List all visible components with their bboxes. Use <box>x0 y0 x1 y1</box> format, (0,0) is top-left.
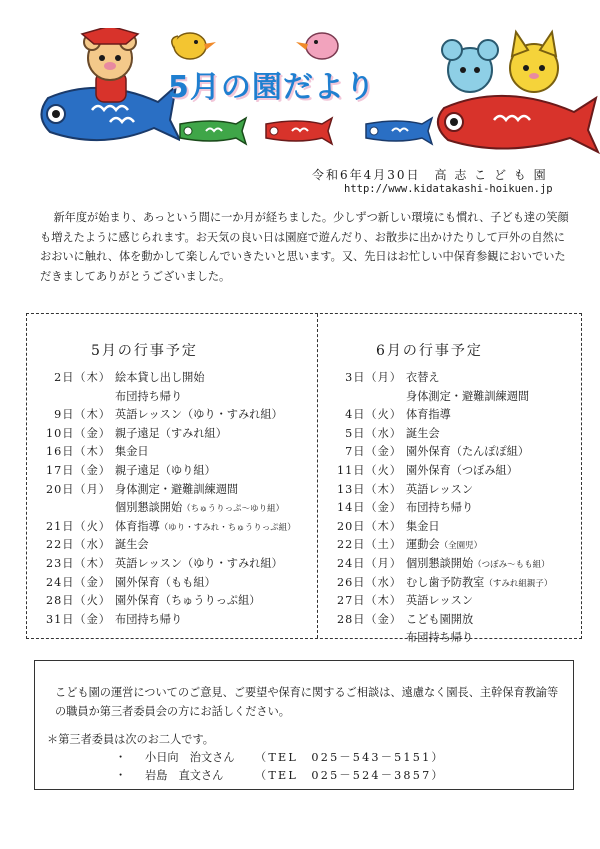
event-date: 11日（火） <box>337 463 402 477</box>
event-date: 9日（木） <box>54 408 111 422</box>
column-divider <box>317 314 318 638</box>
event-title: 英語レッスン（ゆり・すみれ組） <box>115 408 283 422</box>
event-title: 布団持ち帰り <box>406 501 474 515</box>
june-heading: 6月の行事予定 <box>376 343 483 359</box>
event-date <box>332 388 406 407</box>
event-text <box>406 369 597 388</box>
newsletter-title: 5月の園だより <box>168 70 376 105</box>
event-text <box>406 406 597 425</box>
event-text <box>406 462 597 481</box>
event-title: 園外保育（もも組） <box>115 575 216 589</box>
event-row <box>332 611 597 630</box>
bird-icon <box>168 28 218 62</box>
event-row <box>41 574 306 593</box>
event-text <box>406 629 597 648</box>
event-title: 布団持ち帰り <box>406 631 474 645</box>
event-date: 4日（火） <box>345 408 402 422</box>
event-row <box>41 443 306 462</box>
event-date: 28日（金） <box>337 612 402 626</box>
june-event-list <box>332 369 597 648</box>
event-date: 23日（木） <box>46 556 111 570</box>
event-text <box>115 518 306 537</box>
event-row <box>332 406 597 425</box>
event-date: 20日（月） <box>46 482 111 496</box>
event-title: 個別懇談開始 <box>115 501 183 515</box>
event-text <box>406 574 597 593</box>
event-title: 園外保育（つぼみ組） <box>406 463 518 477</box>
event-title: 英語レッスン（ゆり・すみれ組） <box>115 556 283 570</box>
member-phone: （TEL 025－543－5151） <box>255 751 445 764</box>
event-date: 7日（金） <box>345 445 402 459</box>
event-row <box>41 518 306 537</box>
event-row <box>41 425 306 444</box>
event-text <box>115 611 306 630</box>
event-date: 13日（木） <box>337 482 402 496</box>
event-date: 2日（木） <box>54 371 111 384</box>
event-row <box>332 462 597 481</box>
event-text <box>406 499 597 518</box>
event-title: 身体測定・避難訓練週間 <box>115 482 239 496</box>
event-date: 20日（木） <box>337 519 402 533</box>
event-title: こども園開放 <box>406 612 474 626</box>
event-title: 集金日 <box>406 519 440 533</box>
event-row <box>41 499 306 518</box>
event-text <box>115 499 306 518</box>
koinobori-icon <box>262 116 334 146</box>
event-title: 集金日 <box>115 445 149 459</box>
may-event-list <box>41 369 306 629</box>
committee-member <box>115 749 445 765</box>
event-date: 21日（火） <box>46 519 111 533</box>
event-row <box>41 462 306 481</box>
list-bullet: ・ <box>115 751 127 764</box>
event-date: 28日（火） <box>46 594 111 608</box>
event-text <box>115 425 306 444</box>
event-row <box>332 425 597 444</box>
bear-mascot-icon <box>30 28 180 156</box>
event-row <box>41 369 306 388</box>
event-text <box>115 592 306 611</box>
event-date: 22日（土） <box>337 538 402 552</box>
event-date: 3日（月） <box>345 371 402 384</box>
event-title: 誕生会 <box>115 538 149 552</box>
event-text <box>406 611 597 630</box>
event-row <box>41 555 306 574</box>
event-row <box>332 629 597 648</box>
event-row <box>332 592 597 611</box>
committee-member <box>115 767 445 783</box>
event-title: 親子遠足（ゆり組） <box>115 463 216 477</box>
event-title: 体育指導 <box>115 519 160 533</box>
event-note: （すみれ組親子） <box>484 578 553 589</box>
event-text <box>406 536 597 555</box>
event-title: 園外保育（ちゅうりっぷ組） <box>115 594 261 608</box>
event-row <box>41 592 306 611</box>
intro-paragraph <box>40 208 572 286</box>
event-title: 個別懇談開始 <box>406 556 474 570</box>
event-row <box>332 388 597 407</box>
june-schedule <box>332 314 597 648</box>
issue-date-and-school: 令和6年4月30日 高 志 こ ど も 園 <box>312 168 548 182</box>
event-title: 運動会 <box>406 538 440 552</box>
event-text <box>115 369 306 388</box>
event-date: 10日（金） <box>46 426 111 440</box>
intro-text: 新年度が始まり、あっという間に一か月が経ちました。少しずつ新しい環境にも慣れ、子ども達の笑顔も増えたように感じられます。お天気の良い日は園庭で遊んだり、お散歩に出かけたりして戸外の自然におおいに触れ、体を動かして楽しんでいきたいと思います。又、先日はお忙しい中保育参観においでいただきましてありがとうございました。 <box>40 211 569 283</box>
event-note: （ゆり・すみれ・ちゅうりっぷ組） <box>159 522 296 533</box>
event-title: 親子遠足（すみれ組） <box>115 426 227 440</box>
event-row <box>41 481 306 500</box>
koinobori-icon <box>176 116 248 146</box>
event-title: 英語レッスン <box>406 594 474 608</box>
event-date: 22日（水） <box>46 538 111 552</box>
event-title: 衣替え <box>406 371 440 384</box>
event-title: むし歯予防教室 <box>406 575 485 589</box>
event-row <box>332 518 597 537</box>
event-title: 誕生会 <box>406 426 440 440</box>
event-date: 16日（木） <box>46 445 111 459</box>
event-row <box>332 499 597 518</box>
event-date: 17日（金） <box>46 463 111 477</box>
event-date <box>41 499 115 518</box>
event-note: （ちゅうりっぷ～ゆり組） <box>182 504 285 515</box>
event-text <box>115 481 306 500</box>
event-row <box>332 536 597 555</box>
event-row <box>41 388 306 407</box>
event-row <box>332 443 597 462</box>
event-date: 27日（木） <box>337 594 402 608</box>
event-note: （つぼみ～もも組） <box>473 559 550 570</box>
contact-message: こども園の運営についてのご意見、ご要望や保育に関するご相談は、遠慮なく園長、主幹保育教諭等の職員か第三者委員会の方にお話しください。 <box>55 686 559 718</box>
member-name: 小日向 治文さん <box>145 751 235 764</box>
event-text <box>115 406 306 425</box>
event-row <box>332 555 597 574</box>
event-row <box>332 369 597 388</box>
event-title: 英語レッスン <box>406 482 474 496</box>
event-text <box>115 443 306 462</box>
event-text <box>406 425 597 444</box>
event-text <box>406 481 597 500</box>
event-schedule-box <box>26 313 582 645</box>
event-date: 24日（金） <box>46 575 111 589</box>
event-date: 24日（月） <box>337 556 402 570</box>
event-text <box>115 536 306 555</box>
member-name: 岩島 直文さん <box>145 769 224 782</box>
event-title: 絵本貸し出し開始 <box>115 371 205 384</box>
committee-lead: ＊第三者委員は次のお二人です。 <box>47 733 214 746</box>
event-date: 14日（金） <box>337 501 402 515</box>
event-date <box>41 388 115 407</box>
contact-box <box>34 660 574 790</box>
event-title: 布団持ち帰り <box>115 389 183 403</box>
event-date: 31日（金） <box>46 612 111 626</box>
event-text <box>406 388 597 407</box>
event-text <box>406 443 597 462</box>
event-text <box>406 592 597 611</box>
event-title: 布団持ち帰り <box>115 612 183 626</box>
event-row <box>41 536 306 555</box>
member-phone: （TEL 025－524－3857） <box>255 769 445 782</box>
school-url[interactable]: http://www.kidatakashi-hoikuen.jp <box>344 183 553 195</box>
event-text <box>115 462 306 481</box>
event-title: 園外保育（たんぽぽ組） <box>406 445 530 459</box>
may-heading: 5月の行事予定 <box>91 343 198 359</box>
event-date: 5日（水） <box>345 426 402 440</box>
event-row <box>41 406 306 425</box>
event-note: （全園児） <box>439 541 483 552</box>
event-row <box>332 481 597 500</box>
may-schedule <box>41 314 306 629</box>
cat-mascot-icon <box>424 24 600 158</box>
event-text <box>406 555 597 574</box>
event-text <box>115 388 306 407</box>
list-bullet: ・ <box>115 769 127 782</box>
event-text <box>115 574 306 593</box>
event-row <box>41 611 306 630</box>
bird-icon <box>296 28 346 62</box>
koinobori-icon <box>362 116 434 146</box>
event-title: 身体測定・避難訓練週間 <box>406 389 530 403</box>
event-date: 26日（水） <box>337 575 402 589</box>
event-row <box>332 574 597 593</box>
event-text <box>406 518 597 537</box>
event-text <box>115 555 306 574</box>
header-illustration <box>0 0 600 160</box>
event-title: 体育指導 <box>406 408 451 422</box>
event-date <box>332 629 406 648</box>
